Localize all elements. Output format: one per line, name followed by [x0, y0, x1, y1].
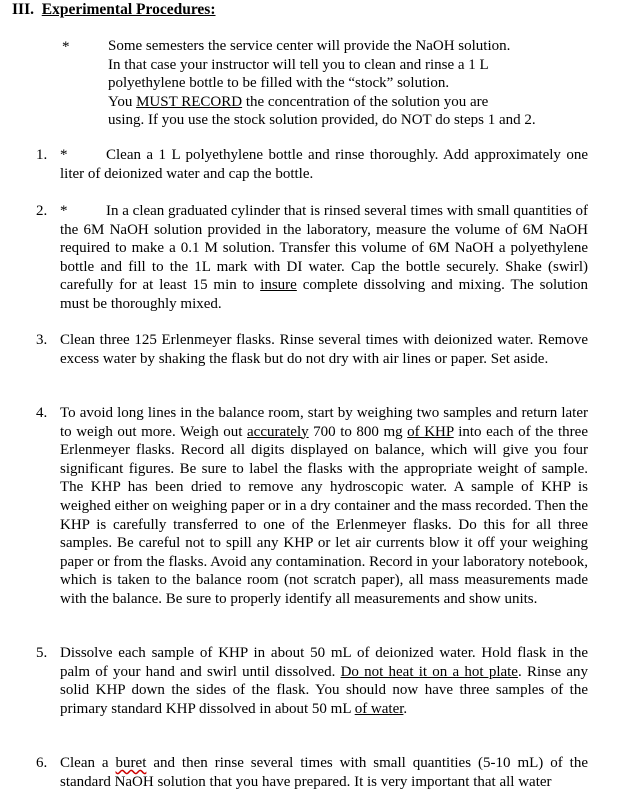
step-number: 2. [36, 203, 48, 219]
step-number: 6. [36, 755, 48, 771]
step-4 [36, 404, 588, 609]
step-text [60, 404, 588, 609]
step-text [60, 202, 588, 314]
step-body: In a clean graduated cylinder that is rinsed several times with small quantities of the 6M NaOH solution provided in the laboratory, measure the volume of 6M NaOH required to make a 0.1 M solution. Transfer this volume of 6M NaOH a polyethylene bottle and fill to the 1L mark with DI water. Cap the bottle securely. Shake (swirl) carefully for at least 15 min to [60, 203, 588, 294]
step-body: To avoid long lines in the balance room, start by weighing two samples and return later to weigh out more. Weigh out [60, 405, 588, 440]
section-title: Experimental Procedures: [41, 1, 216, 18]
intro-line: polyethylene bottle to be filled with the “stock” solution. [108, 75, 450, 92]
intro-text: the concentration of the solution you are [242, 93, 489, 110]
step-number: 4. [36, 405, 48, 421]
of-water-phrase: of water [354, 700, 404, 717]
intro-note [108, 37, 578, 130]
no-heat-warning: Do not heat it on a hot plate [340, 663, 518, 680]
step-3 [36, 331, 588, 368]
intro-line: Some semesters the service center will provide the NaOH solution. [108, 38, 511, 54]
of-khp-phrase: of KHP [407, 423, 454, 440]
step-5 [36, 644, 588, 718]
intro-line [108, 93, 578, 112]
section-number: III. [12, 1, 34, 18]
step-body: into each of the three Erlenmeyer flasks. Record all digits displayed on balance, which will give you four significant figures. Be sure to label the flasks with the appropriate weight of sample. The KHP has been dried to remove any hydroscopic water. A sample of KHP is weighed either on weighing paper or in a dry container and the mass recorded. Then the KHP is carefully transferred to one of the Erlenmeyer flasks. Do this for all three samples. Be careful not to spill any KHP or let air currents blow it off your weighing paper or from the flasks. Avoid any contamination. Record in your laboratory notebook, which is taken to the balance room (not scratch paper), all mass measurements made with the balance. Be sure to properly identify all measurements and show units. [60, 423, 588, 607]
step-body: and then rinse several times with small quantities (5-10 mL) of the standard NaOH solution that you have prepared. It is very important that all water [60, 755, 588, 790]
step-1 [36, 146, 588, 183]
accurately-word: accurately [247, 423, 309, 440]
step-body: . [403, 700, 408, 717]
intro-text: You [108, 93, 137, 110]
step-number: 1. [36, 147, 48, 163]
step-body: 700 to 800 mg [308, 423, 408, 440]
step-body: complete dissolving and mixing. The solution must be thoroughly mixed. [60, 277, 588, 312]
step-body: Dissolve each sample of KHP in about 50 mL of deionized water. Hold flask in the palm of your hand and swirl until dissolved. [60, 645, 588, 680]
step-body: Clean a [60, 755, 116, 771]
step-text [60, 146, 588, 183]
insure-word: insure [260, 277, 297, 294]
intro-line: In that case your instructor will tell you to clean and rinse a 1 L [108, 56, 489, 73]
step-text: Clean three 125 Erlenmeyer flasks. Rinse several times with deionized water. Remove excess water by shaking the flask but do not dry with air lines or paper. Set aside. [60, 332, 588, 367]
step-6 [36, 754, 588, 791]
intro-line: using. If you use the stock solution provided, do NOT do steps 1 and 2. [108, 112, 536, 129]
step-number: 5. [36, 645, 48, 661]
step-2 [36, 202, 588, 314]
section-heading [12, 0, 216, 20]
step-text [60, 644, 588, 718]
step-text [60, 754, 588, 791]
intro-asterisk: * [62, 39, 70, 55]
step-body: . Rinse any solid KHP down the sides of the flask. You should now have three samples of the primary standard KHP dissolved in about 50 mL [60, 663, 589, 717]
step-asterisk: * [60, 203, 68, 219]
step-number: 3. [36, 332, 48, 348]
buret-word: buret [115, 755, 147, 771]
step-body: Clean a 1 L polyethylene bottle and rinse thoroughly. Add approximately one liter of deionized water and cap the bottle. [60, 147, 588, 182]
step-asterisk: * [60, 147, 68, 163]
must-record-link: MUST RECORD [136, 93, 243, 110]
